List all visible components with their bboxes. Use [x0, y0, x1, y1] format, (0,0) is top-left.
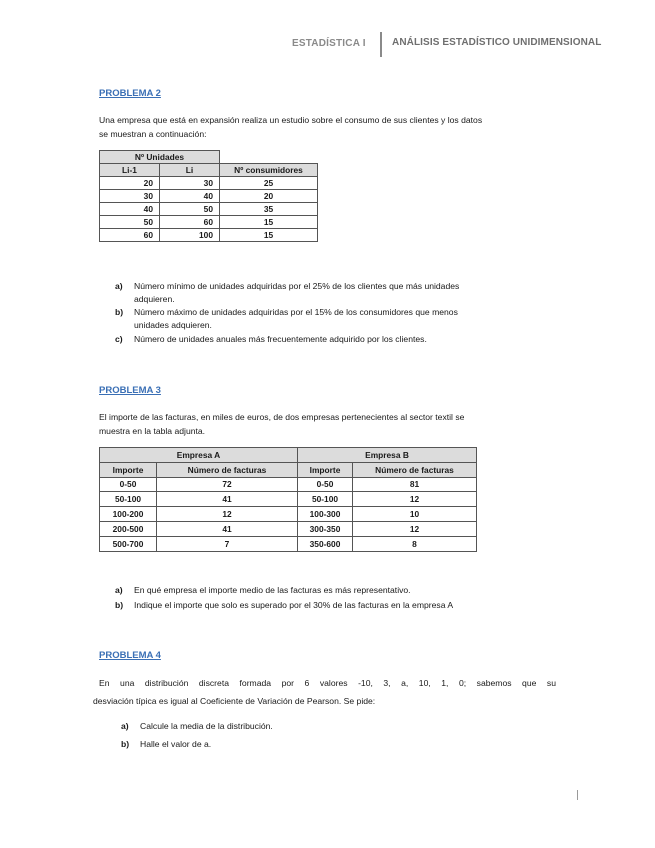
problem-2-intro-line-1: Una empresa que está en expansión realiza un estudio sobre el consumo de sus clientes y los datos: [99, 115, 483, 125]
question-label: b): [115, 307, 124, 317]
table-cell: 12: [157, 507, 298, 522]
question-text: Número de unidades anuales más frecuentemente adquirido por los clientes.: [134, 334, 427, 344]
problem-2-intro-line-2: se muestran a continuación:: [99, 129, 207, 139]
problem-4-intro-line-2: desviación típica es igual al Coeficiente de Variación de Pearson. Se pide:: [93, 696, 376, 706]
table-row: [100, 216, 318, 229]
problem-4-question-a: [121, 719, 421, 733]
table-group-header-empresa-a: Empresa A: [100, 448, 298, 463]
table-blank-cell: [220, 151, 318, 164]
table-cell: 40: [160, 190, 220, 203]
table-row: [100, 536, 477, 551]
table-header-cell: Número de facturas: [353, 462, 477, 477]
table-header-cell: Número de facturas: [157, 462, 298, 477]
header-subject: ESTADÍSTICA I: [292, 38, 366, 49]
table-row: [100, 492, 477, 507]
table-cell: 60: [160, 216, 220, 229]
problem-4-question-b: [121, 737, 421, 751]
table-cell: 25: [220, 177, 318, 190]
problem-3-table: [99, 447, 477, 552]
table-row: [100, 229, 318, 242]
table-header-cell: Importe: [100, 462, 157, 477]
question-text: Número máximo de unidades adquiridas por el 15% de los consumidores que menos: [134, 307, 458, 317]
problem-2-question-b-cont: unidades adquieren.: [134, 320, 212, 330]
table-cell: 40: [100, 203, 160, 216]
problem-3-intro-line-2: muestra en la tabla adjunta.: [99, 426, 206, 436]
table-row: [100, 177, 318, 190]
question-text: En qué empresa el importe medio de las facturas es más representativo.: [134, 585, 411, 595]
problem-2-question-a-cont: adquieren.: [134, 294, 175, 304]
table-cell: 41: [157, 492, 298, 507]
question-text: Indique el importe que solo es superado por el 30% de las facturas en la empresa A: [134, 600, 454, 610]
question-label: a): [121, 721, 129, 731]
table-cell: 100-300: [298, 507, 353, 522]
table-cell: 0-50: [100, 477, 157, 492]
table-cell: 10: [353, 507, 477, 522]
table-cell: 30: [160, 177, 220, 190]
problem-2-table-wrap: [99, 150, 318, 242]
question-label: b): [115, 600, 124, 610]
table-cell: 12: [353, 492, 477, 507]
table-cell: 60: [100, 229, 160, 242]
question-label: c): [115, 334, 123, 344]
problem-2-title: PROBLEMA 2: [99, 88, 161, 99]
page-number-marker: [577, 790, 578, 800]
table-cell: 0-50: [298, 477, 353, 492]
header-divider: [380, 32, 382, 57]
header-chapter-title: ANÁLISIS ESTADÍSTICO UNIDIMENSIONAL: [392, 37, 602, 48]
table-cell: 41: [157, 521, 298, 536]
table-header-cell: Importe: [298, 462, 353, 477]
question-label: b): [121, 739, 130, 749]
table-cell: 81: [353, 477, 477, 492]
problem-4-title: PROBLEMA 4: [99, 650, 161, 661]
table-cell: 8: [353, 536, 477, 551]
problem-3-question-a: [115, 583, 555, 597]
table-header-cell: Li: [160, 164, 220, 177]
table-row: [100, 477, 477, 492]
question-text: Halle el valor de a.: [140, 739, 212, 749]
table-cell: 20: [100, 177, 160, 190]
table-cell: 7: [157, 536, 298, 551]
table-cell: 50: [100, 216, 160, 229]
problem-3-intro-line-1: El importe de las facturas, en miles de euros, de dos empresas pertenecientes al sector textil se: [99, 412, 465, 422]
problem-2-question-b: [115, 305, 545, 319]
table-header-cell: Nº consumidores: [220, 164, 318, 177]
table-cell: 500-700: [100, 536, 157, 551]
table-cell: 35: [220, 203, 318, 216]
table-cell: 15: [220, 216, 318, 229]
table-cell: 50-100: [100, 492, 157, 507]
table-row: [100, 507, 477, 522]
problem-3-question-b: [115, 598, 555, 612]
table-row: [100, 190, 318, 203]
table-group-header-empresa-b: Empresa B: [298, 448, 477, 463]
table-group-header: Nº Unidades: [100, 151, 220, 164]
problem-2-question-c: [115, 332, 545, 346]
table-cell: 100-200: [100, 507, 157, 522]
table-cell: 30: [100, 190, 160, 203]
table-cell: 100: [160, 229, 220, 242]
table-row: [100, 521, 477, 536]
table-cell: 15: [220, 229, 318, 242]
problem-2-question-a: [115, 279, 545, 293]
question-text: Número mínimo de unidades adquiridas por el 25% de los clientes que más unidades: [134, 281, 460, 291]
problem-2-table: [99, 150, 318, 242]
table-cell: 300-350: [298, 521, 353, 536]
question-label: a): [115, 281, 123, 291]
table-row: [100, 203, 318, 216]
table-cell: 12: [353, 521, 477, 536]
question-text: Calcule la media de la distribución.: [140, 721, 273, 731]
table-cell: 20: [220, 190, 318, 203]
table-cell: 72: [157, 477, 298, 492]
question-label: a): [115, 585, 123, 595]
table-cell: 200-500: [100, 521, 157, 536]
table-cell: 350-600: [298, 536, 353, 551]
table-cell: 50-100: [298, 492, 353, 507]
table-header-cell: Li-1: [100, 164, 160, 177]
table-cell: 50: [160, 203, 220, 216]
problem-4-intro-line-1: En una distribución discreta formada por 6 valores -10, 3, a, 10, 1, 0; sabemos que su: [99, 678, 556, 688]
problem-3-title: PROBLEMA 3: [99, 385, 161, 396]
problem-3-table-wrap: [99, 447, 477, 552]
